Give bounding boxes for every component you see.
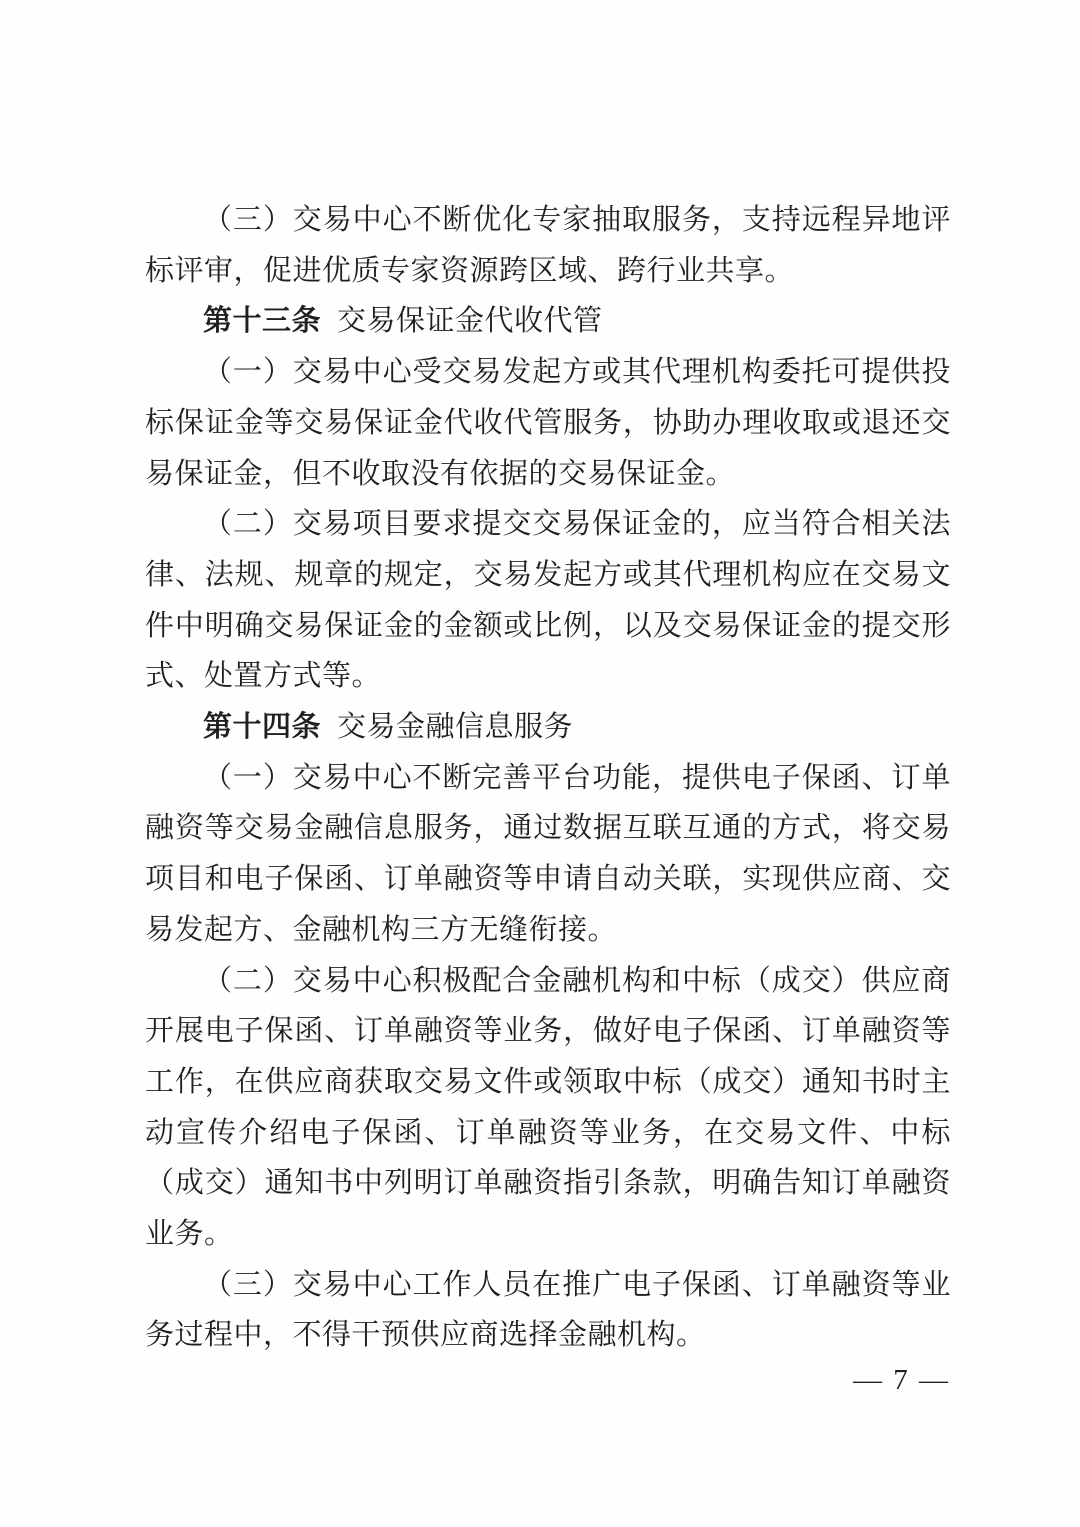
article-title: 交易保证金代收代管 bbox=[336, 305, 603, 338]
paragraph-item-2-deposit-rules: （二）交易项目要求提交交易保证金的，应当符合相关法律、法规、规章的规定，交易发起方或其代理机构应在交易文件中明确交易保证金的金额或比例，以及交易保证金的提交形式、处置方式等。 bbox=[145, 508, 951, 693]
paragraph-item-1-deposit-collection: （一）交易中心受交易发起方或其代理机构委托可提供投标保证金等交易保证金代收代管服务，协助办理收取或退还交易保证金，但不收取没有依据的交易保证金。 bbox=[145, 356, 951, 490]
paragraph-item-1-platform-function: （一）交易中心不断完善平台功能，提供电子保函、订单融资等交易金融信息服务，通过数据互联互通的方式，将交易项目和电子保函、订单融资等申请自动关联，实现供应商、交易发起方、金融机构三方无缝衔接。 bbox=[145, 761, 951, 946]
article-title: 交易金融信息服务 bbox=[336, 711, 573, 744]
article-number: 第十三条 bbox=[203, 305, 322, 338]
article-heading-14 bbox=[145, 702, 951, 753]
page-number: — 7 — bbox=[853, 1364, 950, 1396]
article-number: 第十四条 bbox=[203, 711, 322, 744]
document-body bbox=[145, 195, 951, 1361]
article-heading-13 bbox=[145, 296, 951, 347]
paragraph-item-2-financial-cooperation: （二）交易中心积极配合金融机构和中标（成交）供应商开展电子保函、订单融资等业务，做好电子保函、订单融资等工作，在供应商获取交易文件或领取中标（成交）通知书时主动宣传介绍电子保函、订单融资等业务，在交易文件、中标（成交）通知书中列明订单融资指引条款，明确告知订单融资业务。 bbox=[145, 964, 951, 1251]
paragraph-item-3-no-interference: （三）交易中心工作人员在推广电子保函、订单融资等业务过程中，不得干预供应商选择金融机构。 bbox=[145, 1268, 951, 1352]
paragraph-item-3-expert-service: （三）交易中心不断优化专家抽取服务，支持远程异地评标评审，促进优质专家资源跨区域、跨行业共享。 bbox=[145, 204, 951, 287]
